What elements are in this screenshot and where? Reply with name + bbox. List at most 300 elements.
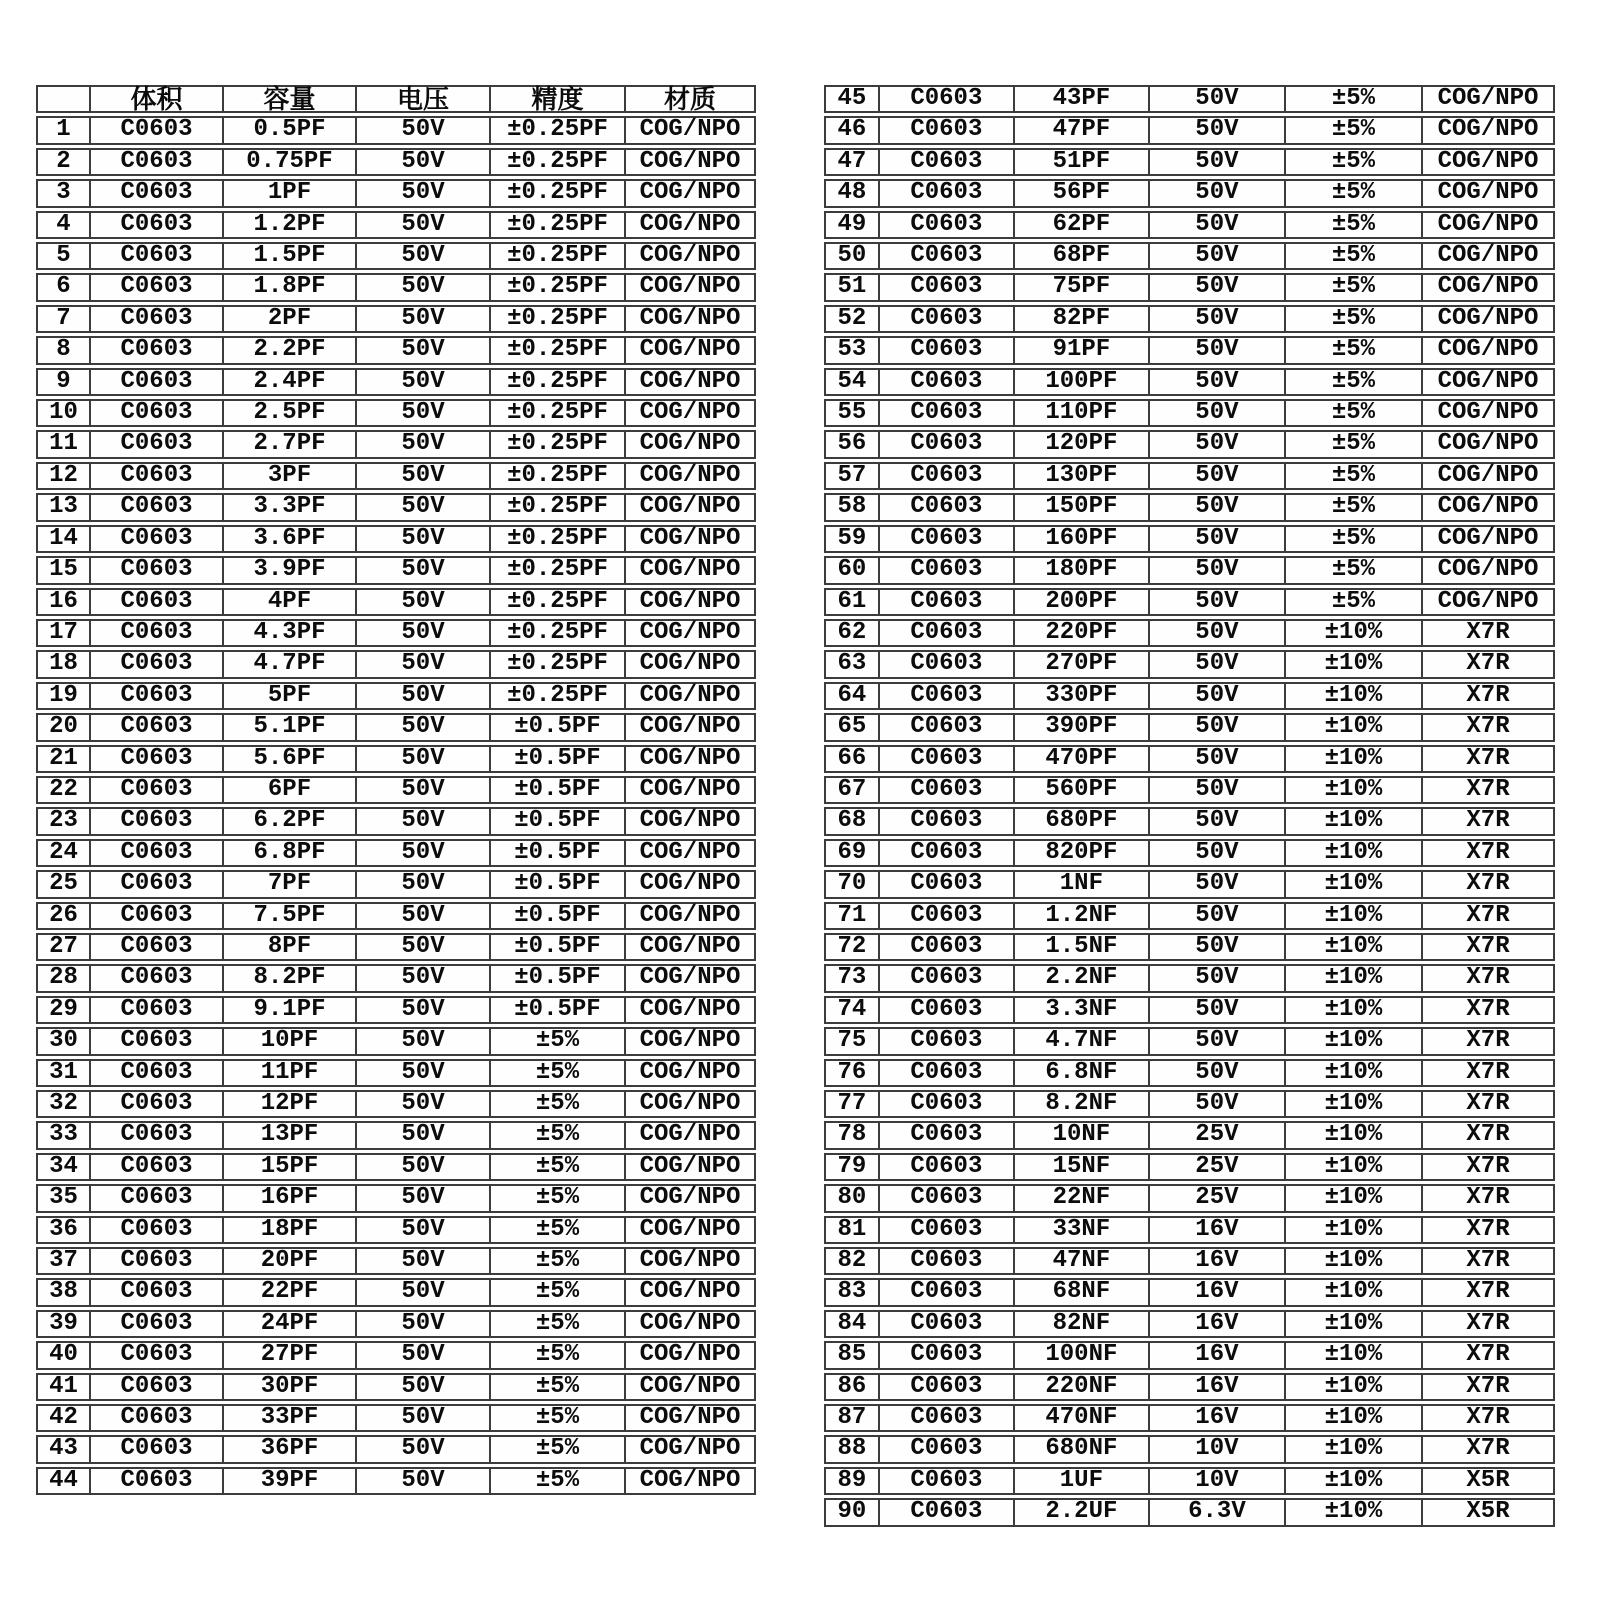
- capacity-cell: 3PF: [224, 462, 357, 490]
- material-cell: COG/NPO: [1423, 116, 1555, 144]
- capacity-cell: 100NF: [1015, 1341, 1150, 1369]
- row-number-cell: 71: [824, 902, 880, 930]
- capacity-cell: 82PF: [1015, 305, 1150, 333]
- capacity-cell: 62PF: [1015, 211, 1150, 239]
- size-cell: C0603: [880, 745, 1015, 773]
- material-cell: COG/NPO: [626, 242, 756, 270]
- table-row: [36, 368, 756, 396]
- tolerance-cell: ±0.25PF: [491, 179, 626, 207]
- row-number-cell: 8: [36, 336, 91, 364]
- table-body-right: [824, 85, 1555, 1527]
- material-cell: COG/NPO: [1423, 273, 1555, 301]
- row-number-cell: 66: [824, 745, 880, 773]
- voltage-cell: 50V: [357, 116, 491, 144]
- capacity-cell: 10NF: [1015, 1121, 1150, 1149]
- size-cell: C0603: [91, 1278, 224, 1306]
- table-row: [824, 1310, 1555, 1338]
- table-row: [36, 650, 756, 678]
- tolerance-cell: ±5%: [1286, 242, 1423, 270]
- voltage-cell: 25V: [1150, 1184, 1286, 1212]
- material-cell: COG/NPO: [626, 305, 756, 333]
- voltage-cell: 50V: [1150, 430, 1286, 458]
- tolerance-cell: ±0.5PF: [491, 745, 626, 773]
- material-cell: COG/NPO: [1423, 179, 1555, 207]
- table-row: [824, 116, 1555, 144]
- row-number-cell: 56: [824, 430, 880, 458]
- tolerance-cell: ±5%: [491, 1153, 626, 1181]
- capacity-cell: 36PF: [224, 1435, 357, 1463]
- table-row: [824, 1373, 1555, 1401]
- capacity-cell: 270PF: [1015, 650, 1150, 678]
- row-number-cell: 78: [824, 1121, 880, 1149]
- table-row: [824, 964, 1555, 992]
- size-cell: C0603: [880, 1153, 1015, 1181]
- row-number-cell: 73: [824, 964, 880, 992]
- tolerance-cell: ±5%: [1286, 211, 1423, 239]
- voltage-cell: 50V: [1150, 273, 1286, 301]
- row-number-cell: 3: [36, 179, 91, 207]
- tolerance-cell: ±10%: [1286, 1059, 1423, 1087]
- capacity-cell: 1UF: [1015, 1467, 1150, 1495]
- table-row: [824, 713, 1555, 741]
- material-cell: X7R: [1423, 1090, 1555, 1118]
- size-cell: C0603: [880, 462, 1015, 490]
- size-cell: C0603: [880, 1404, 1015, 1432]
- material-cell: COG/NPO: [626, 399, 756, 427]
- row-number-cell: 12: [36, 462, 91, 490]
- size-cell: C0603: [91, 430, 224, 458]
- capacity-cell: 22NF: [1015, 1184, 1150, 1212]
- voltage-cell: 50V: [1150, 493, 1286, 521]
- row-number-cell: 33: [36, 1121, 91, 1149]
- voltage-cell: 50V: [357, 996, 491, 1024]
- material-cell: X7R: [1423, 1373, 1555, 1401]
- size-cell: C0603: [880, 273, 1015, 301]
- material-cell: COG/NPO: [626, 493, 756, 521]
- row-number-cell: 59: [824, 525, 880, 553]
- material-cell: COG/NPO: [626, 650, 756, 678]
- voltage-cell: 50V: [357, 430, 491, 458]
- table-row: [824, 870, 1555, 898]
- size-cell: C0603: [91, 1373, 224, 1401]
- size-cell: C0603: [91, 1216, 224, 1244]
- size-cell: C0603: [91, 1247, 224, 1275]
- material-cell: COG/NPO: [1423, 305, 1555, 333]
- size-cell: C0603: [91, 242, 224, 270]
- row-number-cell: 82: [824, 1247, 880, 1275]
- table-row: [36, 964, 756, 992]
- row-number-cell: 23: [36, 807, 91, 835]
- capacity-cell: 4PF: [224, 588, 357, 616]
- tolerance-cell: ±5%: [491, 1216, 626, 1244]
- tolerance-cell: ±5%: [491, 1121, 626, 1149]
- voltage-cell: 50V: [1150, 1059, 1286, 1087]
- capacity-cell: 1.5NF: [1015, 933, 1150, 961]
- tolerance-cell: ±10%: [1286, 1404, 1423, 1432]
- table-row: [36, 870, 756, 898]
- size-cell: C0603: [880, 305, 1015, 333]
- capacitor-table-left: [36, 82, 756, 1498]
- capacity-cell: 47PF: [1015, 116, 1150, 144]
- capacity-cell: 13PF: [224, 1121, 357, 1149]
- table-row: [824, 462, 1555, 490]
- voltage-cell: 50V: [357, 148, 491, 176]
- tolerance-cell: ±5%: [1286, 273, 1423, 301]
- capacity-cell: 330PF: [1015, 682, 1150, 710]
- voltage-cell: 50V: [1150, 179, 1286, 207]
- voltage-cell: 50V: [1150, 148, 1286, 176]
- capacity-cell: 2.2PF: [224, 336, 357, 364]
- size-cell: C0603: [880, 493, 1015, 521]
- size-cell: C0603: [880, 525, 1015, 553]
- tolerance-cell: ±10%: [1286, 870, 1423, 898]
- size-cell: C0603: [880, 1373, 1015, 1401]
- voltage-cell: 50V: [357, 1121, 491, 1149]
- size-cell: C0603: [880, 1341, 1015, 1369]
- capacity-cell: 130PF: [1015, 462, 1150, 490]
- size-cell: C0603: [91, 902, 224, 930]
- capacity-cell: 12PF: [224, 1090, 357, 1118]
- tolerance-cell: ±0.5PF: [491, 996, 626, 1024]
- capacity-cell: 75PF: [1015, 273, 1150, 301]
- capacity-cell: 15PF: [224, 1153, 357, 1181]
- tolerance-cell: ±5%: [1286, 493, 1423, 521]
- capacity-cell: 9.1PF: [224, 996, 357, 1024]
- tolerance-cell: ±5%: [1286, 85, 1423, 113]
- material-cell: X5R: [1423, 1467, 1555, 1495]
- voltage-cell: 50V: [1150, 839, 1286, 867]
- size-cell: C0603: [91, 399, 224, 427]
- capacity-cell: 2.2UF: [1015, 1498, 1150, 1526]
- table-body-left: [36, 116, 756, 1495]
- tolerance-cell: ±10%: [1286, 1467, 1423, 1495]
- size-cell: C0603: [91, 713, 224, 741]
- table-row: [824, 336, 1555, 364]
- capacity-cell: 68PF: [1015, 242, 1150, 270]
- size-cell: C0603: [91, 1059, 224, 1087]
- material-cell: COG/NPO: [1423, 430, 1555, 458]
- voltage-cell: 50V: [357, 619, 491, 647]
- row-number-cell: 70: [824, 870, 880, 898]
- voltage-cell: 50V: [1150, 933, 1286, 961]
- capacity-cell: 33NF: [1015, 1216, 1150, 1244]
- row-number-cell: 34: [36, 1153, 91, 1181]
- tolerance-cell: ±10%: [1286, 619, 1423, 647]
- material-cell: COG/NPO: [626, 713, 756, 741]
- capacity-cell: 220NF: [1015, 1373, 1150, 1401]
- size-cell: C0603: [91, 1435, 224, 1463]
- tolerance-cell: ±5%: [1286, 179, 1423, 207]
- tolerance-cell: ±0.25PF: [491, 368, 626, 396]
- tolerance-cell: ±5%: [491, 1059, 626, 1087]
- tolerance-cell: ±5%: [1286, 588, 1423, 616]
- table-row: [36, 1247, 756, 1275]
- tolerance-cell: ±5%: [1286, 305, 1423, 333]
- voltage-cell: 50V: [357, 839, 491, 867]
- size-cell: C0603: [880, 1184, 1015, 1212]
- table-row: [824, 148, 1555, 176]
- row-number-cell: 36: [36, 1216, 91, 1244]
- table-row: [824, 619, 1555, 647]
- material-cell: COG/NPO: [626, 682, 756, 710]
- capacity-cell: 3.9PF: [224, 556, 357, 584]
- voltage-cell: 50V: [357, 273, 491, 301]
- material-cell: COG/NPO: [626, 1341, 756, 1369]
- material-cell: X7R: [1423, 1341, 1555, 1369]
- material-cell: X7R: [1423, 745, 1555, 773]
- table-row: [36, 242, 756, 270]
- capacity-cell: 33PF: [224, 1404, 357, 1432]
- capacity-cell: 11PF: [224, 1059, 357, 1087]
- size-cell: C0603: [880, 556, 1015, 584]
- table-row: [36, 1467, 756, 1495]
- size-cell: C0603: [91, 211, 224, 239]
- voltage-cell: 50V: [357, 368, 491, 396]
- row-number-cell: 67: [824, 776, 880, 804]
- size-cell: C0603: [880, 650, 1015, 678]
- capacity-cell: 47NF: [1015, 1247, 1150, 1275]
- voltage-cell: 50V: [357, 1341, 491, 1369]
- table-row: [36, 1059, 756, 1087]
- material-cell: X7R: [1423, 1153, 1555, 1181]
- material-cell: COG/NPO: [626, 1059, 756, 1087]
- row-number-cell: 24: [36, 839, 91, 867]
- tolerance-cell: ±10%: [1286, 1153, 1423, 1181]
- size-cell: C0603: [880, 148, 1015, 176]
- table-row: [824, 682, 1555, 710]
- size-cell: C0603: [91, 1027, 224, 1055]
- size-cell: C0603: [91, 336, 224, 364]
- material-cell: X7R: [1423, 902, 1555, 930]
- voltage-cell: 50V: [1150, 745, 1286, 773]
- tolerance-cell: ±5%: [1286, 525, 1423, 553]
- tolerance-cell: ±5%: [491, 1247, 626, 1275]
- row-number-cell: 1: [36, 116, 91, 144]
- row-number-cell: 30: [36, 1027, 91, 1055]
- table-row: [824, 1278, 1555, 1306]
- tolerance-cell: ±10%: [1286, 1498, 1423, 1526]
- row-number-cell: 64: [824, 682, 880, 710]
- size-cell: C0603: [880, 1278, 1015, 1306]
- table-row: [824, 305, 1555, 333]
- voltage-cell: 50V: [357, 525, 491, 553]
- size-cell: C0603: [91, 556, 224, 584]
- material-cell: COG/NPO: [626, 211, 756, 239]
- size-cell: C0603: [880, 682, 1015, 710]
- size-cell: C0603: [91, 933, 224, 961]
- table-row: [824, 1059, 1555, 1087]
- material-cell: COG/NPO: [626, 1310, 756, 1338]
- voltage-cell: 50V: [1150, 902, 1286, 930]
- capacity-cell: 110PF: [1015, 399, 1150, 427]
- tolerance-cell: ±0.25PF: [491, 305, 626, 333]
- voltage-cell: 16V: [1150, 1247, 1286, 1275]
- tolerance-cell: ±10%: [1286, 933, 1423, 961]
- size-cell: C0603: [880, 179, 1015, 207]
- size-cell: C0603: [91, 619, 224, 647]
- table-row: [36, 713, 756, 741]
- row-number-cell: 77: [824, 1090, 880, 1118]
- voltage-cell: 50V: [1150, 85, 1286, 113]
- material-cell: COG/NPO: [626, 902, 756, 930]
- material-cell: X7R: [1423, 713, 1555, 741]
- capacity-cell: 2.7PF: [224, 430, 357, 458]
- voltage-cell: 50V: [357, 462, 491, 490]
- capacity-cell: 15NF: [1015, 1153, 1150, 1181]
- tolerance-cell: ±10%: [1286, 713, 1423, 741]
- voltage-cell: 50V: [1150, 556, 1286, 584]
- material-cell: COG/NPO: [626, 996, 756, 1024]
- table-row: [36, 525, 756, 553]
- voltage-cell: 50V: [357, 1184, 491, 1212]
- row-number-cell: 5: [36, 242, 91, 270]
- capacity-cell: 68NF: [1015, 1278, 1150, 1306]
- size-cell: C0603: [91, 462, 224, 490]
- row-number-cell: 10: [36, 399, 91, 427]
- row-number-cell: 72: [824, 933, 880, 961]
- capacity-cell: 2.4PF: [224, 368, 357, 396]
- voltage-cell: 10V: [1150, 1435, 1286, 1463]
- material-cell: COG/NPO: [626, 1404, 756, 1432]
- material-cell: COG/NPO: [1423, 211, 1555, 239]
- capacity-cell: 160PF: [1015, 525, 1150, 553]
- tolerance-cell: ±0.5PF: [491, 902, 626, 930]
- voltage-cell: 50V: [357, 399, 491, 427]
- table-row: [824, 211, 1555, 239]
- table-row: [36, 588, 756, 616]
- size-cell: C0603: [880, 713, 1015, 741]
- material-cell: COG/NPO: [626, 368, 756, 396]
- row-number-cell: 19: [36, 682, 91, 710]
- capacity-cell: 1PF: [224, 179, 357, 207]
- material-cell: X7R: [1423, 1184, 1555, 1212]
- table-row: [36, 1184, 756, 1212]
- size-cell: C0603: [91, 1090, 224, 1118]
- size-cell: C0603: [91, 525, 224, 553]
- capacity-cell: 7PF: [224, 870, 357, 898]
- material-cell: COG/NPO: [626, 1216, 756, 1244]
- capacity-header: 容量: [224, 85, 357, 113]
- capacity-cell: 56PF: [1015, 179, 1150, 207]
- size-cell: C0603: [880, 1027, 1015, 1055]
- row-number-cell: 25: [36, 870, 91, 898]
- tolerance-cell: ±5%: [491, 1278, 626, 1306]
- tolerance-cell: ±10%: [1286, 1435, 1423, 1463]
- row-number-cell: 84: [824, 1310, 880, 1338]
- material-cell: COG/NPO: [626, 839, 756, 867]
- size-cell: C0603: [880, 368, 1015, 396]
- table-row: [36, 556, 756, 584]
- voltage-cell: 50V: [357, 242, 491, 270]
- size-cell: C0603: [880, 619, 1015, 647]
- table-row: [36, 493, 756, 521]
- size-cell: C0603: [880, 933, 1015, 961]
- voltage-cell: 50V: [357, 1027, 491, 1055]
- material-cell: COG/NPO: [626, 588, 756, 616]
- material-cell: X7R: [1423, 650, 1555, 678]
- size-cell: C0603: [91, 1467, 224, 1495]
- size-cell: C0603: [91, 870, 224, 898]
- tolerance-cell: ±5%: [1286, 462, 1423, 490]
- table-row: [824, 179, 1555, 207]
- tolerance-cell: ±0.5PF: [491, 807, 626, 835]
- row-number-cell: 35: [36, 1184, 91, 1212]
- material-cell: COG/NPO: [626, 1121, 756, 1149]
- tolerance-cell: ±5%: [491, 1373, 626, 1401]
- tolerance-cell: ±10%: [1286, 1341, 1423, 1369]
- voltage-cell: 50V: [1150, 305, 1286, 333]
- row-number-cell: 22: [36, 776, 91, 804]
- voltage-cell: 16V: [1150, 1341, 1286, 1369]
- material-cell: X7R: [1423, 933, 1555, 961]
- voltage-cell: 50V: [1150, 682, 1286, 710]
- material-cell: COG/NPO: [626, 870, 756, 898]
- material-cell: COG/NPO: [626, 556, 756, 584]
- table-row: [824, 85, 1555, 113]
- size-cell: C0603: [91, 776, 224, 804]
- row-number-cell: 76: [824, 1059, 880, 1087]
- table-row: [36, 1278, 756, 1306]
- material-cell: X7R: [1423, 776, 1555, 804]
- tolerance-cell: ±0.5PF: [491, 776, 626, 804]
- material-cell: COG/NPO: [1423, 556, 1555, 584]
- tolerance-header: 精度: [491, 85, 626, 113]
- row-number-cell: 31: [36, 1059, 91, 1087]
- voltage-cell: 50V: [357, 745, 491, 773]
- voltage-cell: 50V: [1150, 399, 1286, 427]
- voltage-cell: 50V: [357, 1216, 491, 1244]
- voltage-cell: 25V: [1150, 1121, 1286, 1149]
- row-number-cell: 87: [824, 1404, 880, 1432]
- tolerance-cell: ±10%: [1286, 1090, 1423, 1118]
- table-row: [824, 650, 1555, 678]
- size-header: 体积: [91, 85, 224, 113]
- tolerance-cell: ±10%: [1286, 996, 1423, 1024]
- row-number-cell: 39: [36, 1310, 91, 1338]
- size-cell: C0603: [880, 1435, 1015, 1463]
- tolerance-cell: ±5%: [491, 1090, 626, 1118]
- material-cell: X7R: [1423, 1435, 1555, 1463]
- capacity-cell: 120PF: [1015, 430, 1150, 458]
- voltage-cell: 10V: [1150, 1467, 1286, 1495]
- table-row: [36, 1404, 756, 1432]
- material-cell: X7R: [1423, 619, 1555, 647]
- capacity-cell: 2.2NF: [1015, 964, 1150, 992]
- tolerance-cell: ±0.25PF: [491, 493, 626, 521]
- row-number-cell: 32: [36, 1090, 91, 1118]
- voltage-cell: 50V: [1150, 964, 1286, 992]
- table-row: [824, 1153, 1555, 1181]
- voltage-cell: 50V: [1150, 525, 1286, 553]
- material-cell: COG/NPO: [626, 1184, 756, 1212]
- capacity-cell: 8.2NF: [1015, 1090, 1150, 1118]
- capacity-cell: 18PF: [224, 1216, 357, 1244]
- tolerance-cell: ±10%: [1286, 1373, 1423, 1401]
- tolerance-cell: ±5%: [491, 1341, 626, 1369]
- material-cell: COG/NPO: [626, 1278, 756, 1306]
- tolerance-cell: ±0.25PF: [491, 462, 626, 490]
- material-cell: COG/NPO: [626, 1467, 756, 1495]
- row-number-cell: 57: [824, 462, 880, 490]
- capacity-cell: 1.2PF: [224, 211, 357, 239]
- material-cell: COG/NPO: [626, 1247, 756, 1275]
- voltage-cell: 50V: [357, 1373, 491, 1401]
- tolerance-cell: ±0.25PF: [491, 556, 626, 584]
- table-row: [36, 1216, 756, 1244]
- size-cell: C0603: [880, 85, 1015, 113]
- size-cell: C0603: [880, 964, 1015, 992]
- tolerance-cell: ±0.25PF: [491, 211, 626, 239]
